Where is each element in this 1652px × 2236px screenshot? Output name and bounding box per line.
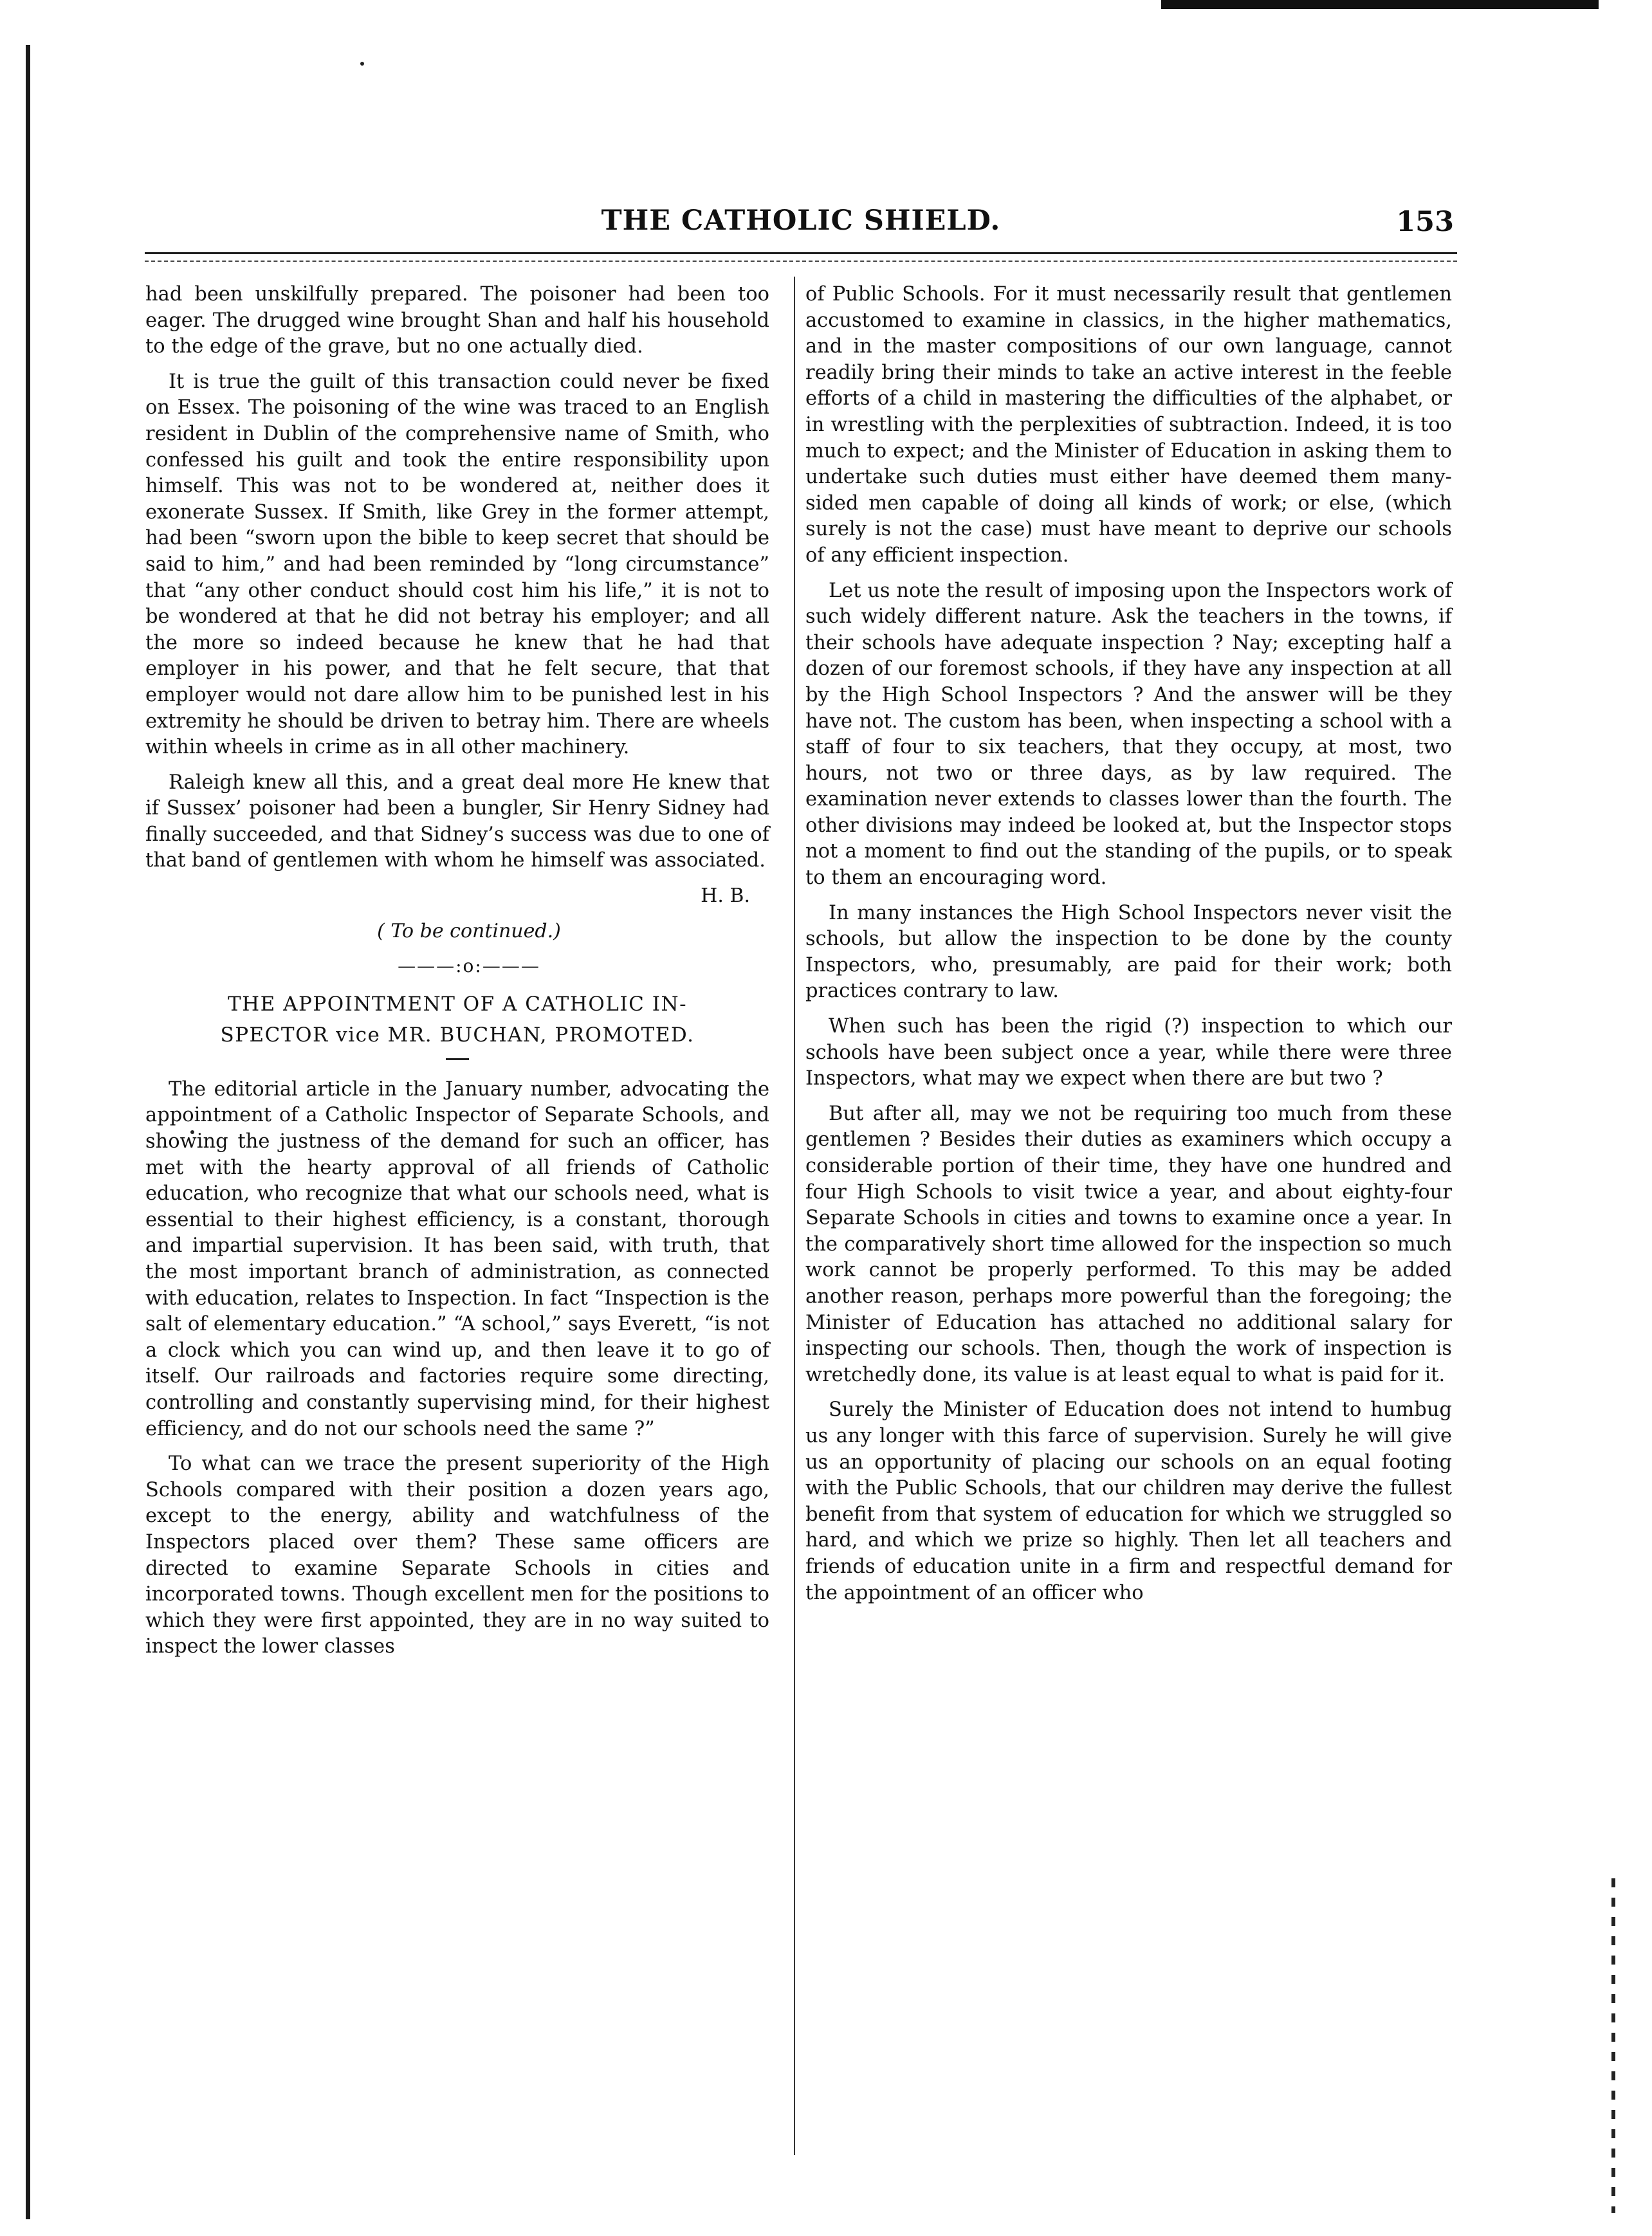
scan-border-left <box>26 45 30 2219</box>
scan-speck <box>360 62 364 66</box>
heading-dash <box>446 1058 469 1060</box>
scan-border-right <box>1611 1878 1615 2213</box>
article-heading <box>145 989 769 1050</box>
paragraph: But after all, may we not be requiring too much from these gentlemen ? Besides their duties as examiners which occupy a considerable portion of their time, they have one hundred and four High Schools to visit twice a year, and about eighty-four Separate Schools in cities and towns to examine once a year. In the comparatively short time allowed for the inspection so much work cannot be properly performed. To this may be added another reason, perhaps more powerful than the foregoing; the Minister of Education has attached no additional salary for inspecting our schools. Then, though the work of inspection is wretchedly done, its value is at least equal to what is paid for it. <box>805 1102 1452 1386</box>
paragraph: of Public Schools. For it must necessarily result that gentlemen accustomed to examine in classics, in the higher mathematics, and in the master compositions of our own language, cannot readily bring their minds to take an active interest in the feeble efforts of a child in mastering the difficulties of the alphabet, or in wrestling with the perplexities of subtraction. Indeed, it is too much to expect; and the Minister of Education in asking them to undertake such duties must either have deemed them many-sided men capable of doing all kinds of work; or else, (which surely is not the case) must have meant to deprive our schools of any efficient inspection. <box>805 283 1452 567</box>
paragraph: When such has been the rigid (?) inspection to which our schools have been subject once a year, while there were three Inspectors, what may we expect when there are but two ? <box>805 1015 1452 1090</box>
paragraph: had been unskilfully prepared. The poisoner had been too eager. The drugged wine brought Shan and half his household to the edge of the grave, but no one actually died. <box>145 283 769 358</box>
scan-border-top <box>1161 0 1599 9</box>
column-divider <box>794 277 795 2155</box>
running-head <box>148 205 1454 243</box>
paragraph: Surely the Minister of Education does not intend to humbug us any longer with this farce of supervision. Surely he will give us an opportunity of placing our schools on an equal footing with the Public Schools, that our children may derive the fullest benefit from that system of education for which we struggled so hard, and which we prize so highly. Then let all teachers and friends of education unite in a firm and respectful demand for the appointment of an officer who <box>805 1398 1452 1604</box>
section-ornament: ———:o:——— <box>398 955 540 977</box>
paragraph: Let us note the result of imposing upon the Inspectors work of such widely different nature. Ask the teachers in the towns, if their schools have adequate inspection ? Nay; excepting half a dozen of our foremost schools, if they have any inspection at all by the High School Inspectors ? And the answer will be they have not. The custom has been, when inspecting a school with a staff of four to six teachers, that they occupy, at most, two hours, not two or three days, as by law required. The examination never extends to classes lower than the fourth. The other divisions may indeed be looked at, but the Inspector stops not a moment to find out the standing of the pupils, or to speak to them an encouraging word. <box>805 579 1452 890</box>
paragraph: Raleigh knew all this, and a great deal more He knew that if Sussex’ poisoner had been a bungler, Sir Henry Sidney had finally succeeded, and that Sidney’s success was due to one of that band of gentlemen with whom he himself was associated. <box>145 771 769 872</box>
left-column <box>145 282 769 1669</box>
paragraph: The editorial article in the January number, advocating the appointment of a Catholic Inspector of Separate Schools, and showing the justness of the demand for such an officer, has met with the hearty approval of all friends of Catholic education, who recognize that what our schools need, what is essential to their highest efficiency, is a constant, thorough and impartial supervision. It has been said, with truth, that the most important branch of administration, as connected with education, relates to Inspection. In fact “Inspection is the salt of elementary education.” “A school,” says Everett, “is not a clock which you can wind up, and then leave it to go of itself. Our railroads and factories require some directing, controlling and constantly supervising mind, for their highest efficiency, and do not our schools need the same ?” <box>145 1077 769 1440</box>
paragraph: In many instances the High School Inspectors never visit the schools, but allow the inspection to be done by the county Inspectors, who, presumably, are paid for their work; both practices contrary to law. <box>805 901 1452 1003</box>
continued-note: ( To be continued.) <box>377 919 561 942</box>
right-column <box>805 282 1452 1615</box>
paragraph: To what can we trace the present superiority of the High Schools compared with their position a dozen years ago, except to the energy, ability and watchfulness of the Inspectors placed over them? These same officers are directed to examine Separate Schools in cities and incorporated towns. Though excellent men for the positions to which they were first appointed, they are in no way suited to inspect the lower classes <box>145 1452 769 1658</box>
author-signature: H. B. <box>701 884 750 908</box>
article-heading-line: THE APPOINTMENT OF A CATHOLIC IN- <box>227 992 688 1016</box>
page-number: 153 <box>1396 206 1454 238</box>
paragraph: It is true the guilt of this transaction could never be fixed on Essex. The poisoning of the wine was traced to an English resident in Dublin of the comprehensive name of Smith, who confessed his guilt and took the entire responsibility upon himself. This was not to be wondered at, neither does it exonerate Sussex. If Smith, like Grey in the former attempt, had been “sworn upon the bible to keep secret that should be said to him,” and had been reminded by “long circumstance” that “any other conduct should cost him his life,” it is not to be wondered at that he did not betray his employer; and all the more so indeed because he knew that he had that employer in his power, and that he felt secure, that that employer would not dare allow him to be punished lest in his extremity he should be driven to betray him. There are wheels within wheels in crime as in all other machinery. <box>145 370 769 759</box>
header-rule <box>145 252 1457 262</box>
article-heading-line: SPECTOR vice MR. BUCHAN, PROMOTED. <box>220 1023 695 1047</box>
running-title: THE CATHOLIC SHIELD. <box>601 205 1001 237</box>
